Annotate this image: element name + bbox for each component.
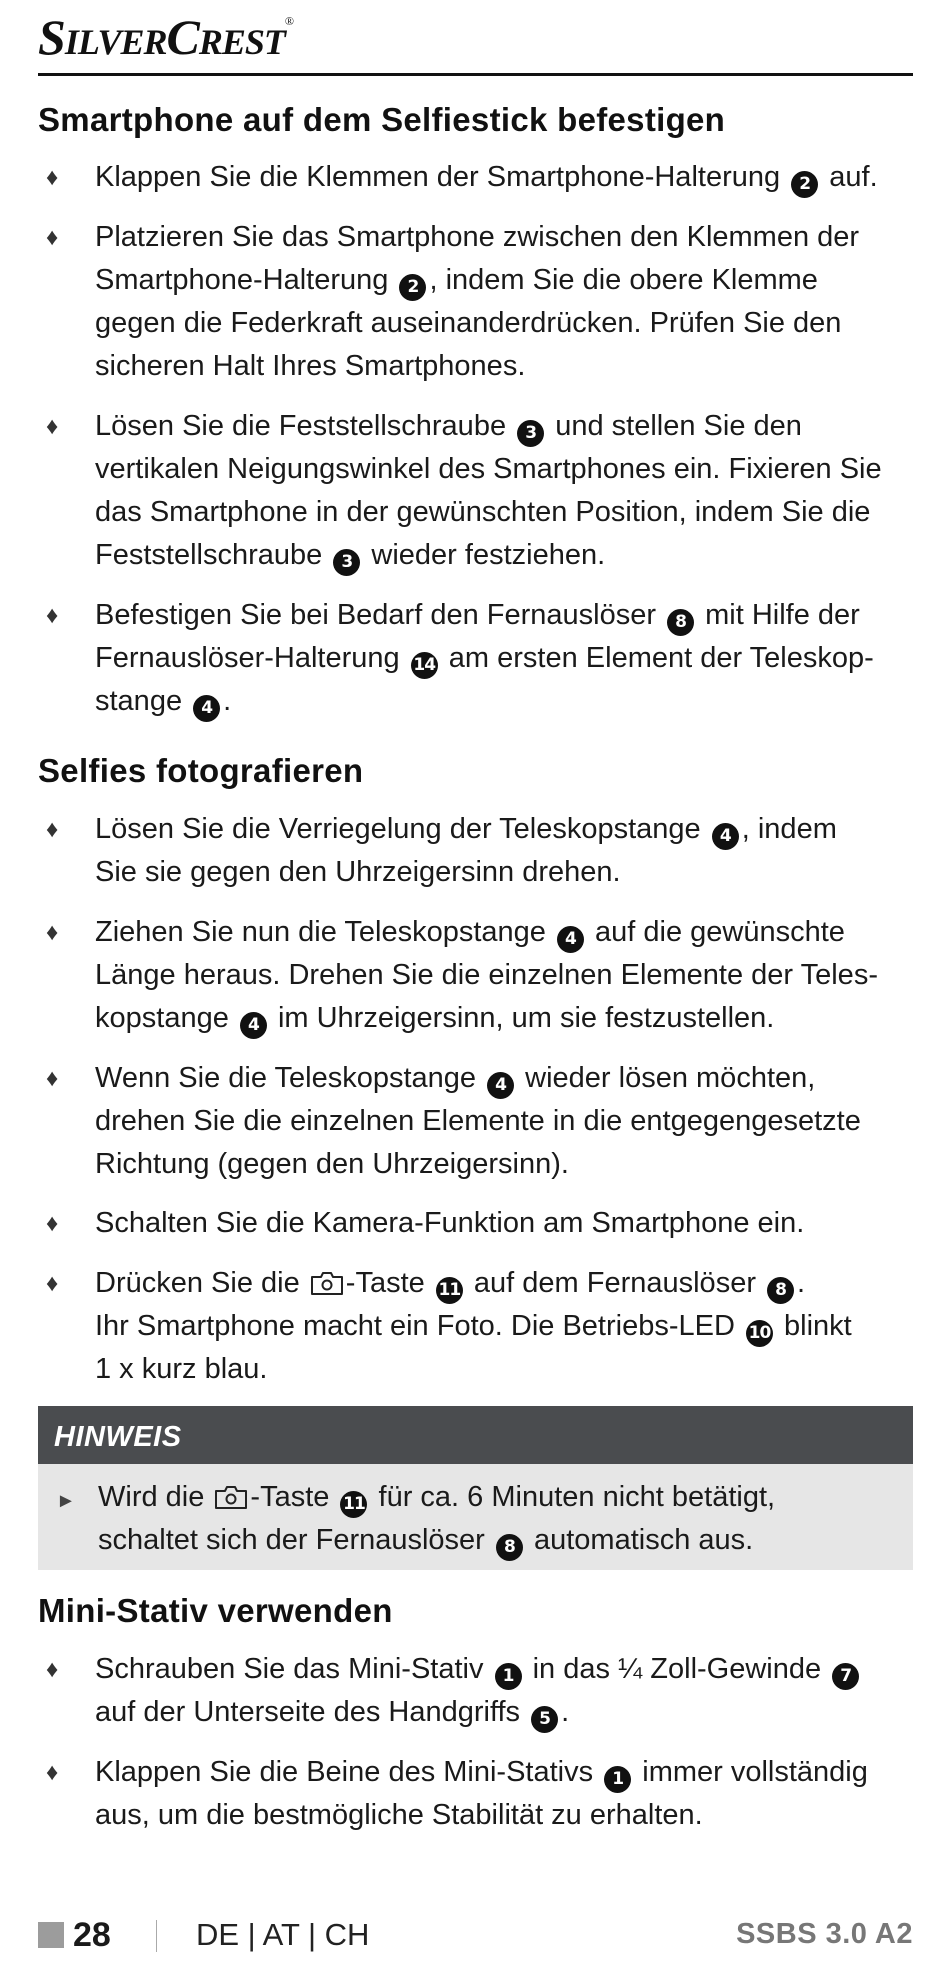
footer-divider [156, 1920, 157, 1952]
country-codes: DE | AT | CH [196, 1917, 370, 1952]
bullet-icon: ♦ [46, 1065, 59, 1092]
bullet-icon: ♦ [46, 816, 59, 843]
bullet-icon: ♦ [46, 919, 59, 946]
part-number-badge: 8 [496, 1534, 523, 1561]
bullet-icon: ♦ [46, 1759, 59, 1786]
model-number: SSBS 3.0 A2 [736, 1918, 913, 1950]
part-number-badge: 5 [531, 1706, 558, 1733]
page-marker [38, 1922, 64, 1948]
part-number-badge: 3 [333, 549, 360, 576]
note-title: HINWEIS [38, 1406, 913, 1464]
camera-icon [214, 1484, 248, 1510]
part-number-badge: 4 [193, 695, 220, 722]
part-number-badge: 1 [495, 1663, 522, 1690]
list-item: ♦ Klappen Sie die Klemmen der Smartphone-Halterung 2 auf. [38, 156, 918, 199]
list-item: ♦ Lösen Sie die Feststellschraube 3 und stellen Sie den vertikalen Neigungswinkel des Smartphones ein. Fixieren Sie das Smartphone in der gewünschten Position, indem Sie die Feststellschraube 3 wieder festziehen. [38, 405, 918, 577]
list-item: ♦ Wenn Sie die Teleskopstange 4 wieder lösen möchten, drehen Sie die einzelnen Elemente in die entgegengesetzte Richtung (gegen den Uhrzeigersinn). [38, 1057, 918, 1186]
arrow-icon: ► [56, 1490, 76, 1512]
bullet-icon: ♦ [46, 164, 59, 191]
part-number-badge: 3 [517, 420, 544, 447]
list-item: ♦ Schalten Sie die Kamera-Funktion am Smartphone ein. [38, 1202, 918, 1245]
page-footer [38, 1916, 913, 1956]
bullet-icon: ♦ [46, 602, 59, 629]
part-number-badge: 8 [767, 1277, 794, 1304]
part-number-badge: 2 [399, 274, 426, 301]
list-item: ♦ Klappen Sie die Beine des Mini-Stativs 1 immer vollständig aus, um die bestmögliche Stabilität zu erhalten. [38, 1751, 918, 1837]
bullet-icon: ♦ [46, 1656, 59, 1683]
page-number: 28 [73, 1916, 111, 1954]
list-item: ♦ Lösen Sie die Verriegelung der Teleskopstange 4 , indem Sie sie gegen den Uhrzeigersinn drehen. [38, 808, 918, 894]
part-number-badge: 2 [791, 171, 818, 198]
silvercrest-logo: SILVERCREST® [38, 9, 294, 65]
list-item: ♦ Ziehen Sie nun die Teleskopstange 4 auf die gewünschte Länge heraus. Drehen Sie die einzelnen Elemente der Teles- kopstange 4 im Uhrzeigersinn, um sie festzustellen. [38, 911, 918, 1040]
part-number-badge: 4 [487, 1072, 514, 1099]
bullet-icon: ♦ [46, 1210, 59, 1237]
bullet-icon: ♦ [46, 224, 59, 251]
part-number-badge: 11 [340, 1491, 367, 1518]
note-box [38, 1406, 913, 1570]
section-title-mount: Smartphone auf dem Selfiestick befestigen [38, 101, 726, 138]
bullet-icon: ♦ [46, 1270, 59, 1297]
part-number-badge: 8 [667, 609, 694, 636]
part-number-badge: 10 [746, 1320, 773, 1347]
header-rule [38, 73, 913, 76]
list-item: ♦ Schrauben Sie das Mini-Stativ 1 in das ¼ Zoll-Gewinde 7 auf der Unterseite des Handgriffs 5 . [38, 1648, 918, 1734]
part-number-badge: 7 [832, 1663, 859, 1690]
manual-page [38, 0, 913, 1961]
part-number-badge: 14 [411, 652, 438, 679]
part-number-badge: 4 [712, 823, 739, 850]
camera-icon [310, 1270, 344, 1296]
section-title-tripod: Mini-Stativ verwenden [38, 1592, 393, 1629]
part-number-badge: 11 [436, 1277, 463, 1304]
bullet-icon: ♦ [46, 413, 59, 440]
section-title-selfies: Selfies fotografieren [38, 752, 364, 789]
part-number-badge: 4 [240, 1012, 267, 1039]
part-number-badge: 4 [557, 926, 584, 953]
part-number-badge: 1 [604, 1766, 631, 1793]
list-item: ♦ Drücken Sie die -Taste 11 auf dem Fernauslöser 8 . Ihr Smartphone macht ein Foto. Die Betriebs-LED 10 blinkt 1 x kurz blau. [38, 1262, 918, 1391]
list-item: ♦ Platzieren Sie das Smartphone zwischen den Klemmen der Smartphone-Halterung 2 , indem Sie die obere Klemme gegen die Federkraft auseinanderdrücken. Prüfen Sie den sicheren Halt Ihres Smartphones. [38, 216, 918, 388]
list-item: ♦ Befestigen Sie bei Bedarf den Fernauslöser 8 mit Hilfe der Fernauslöser-Halterung 14 am ersten Element der Teleskop- stange 4 . [38, 594, 918, 723]
note-body: ► Wird die -Taste 11 für ca. 6 Minuten nicht betätigt, schaltet sich der Fernauslöser 8 automatisch aus. [38, 1464, 913, 1562]
